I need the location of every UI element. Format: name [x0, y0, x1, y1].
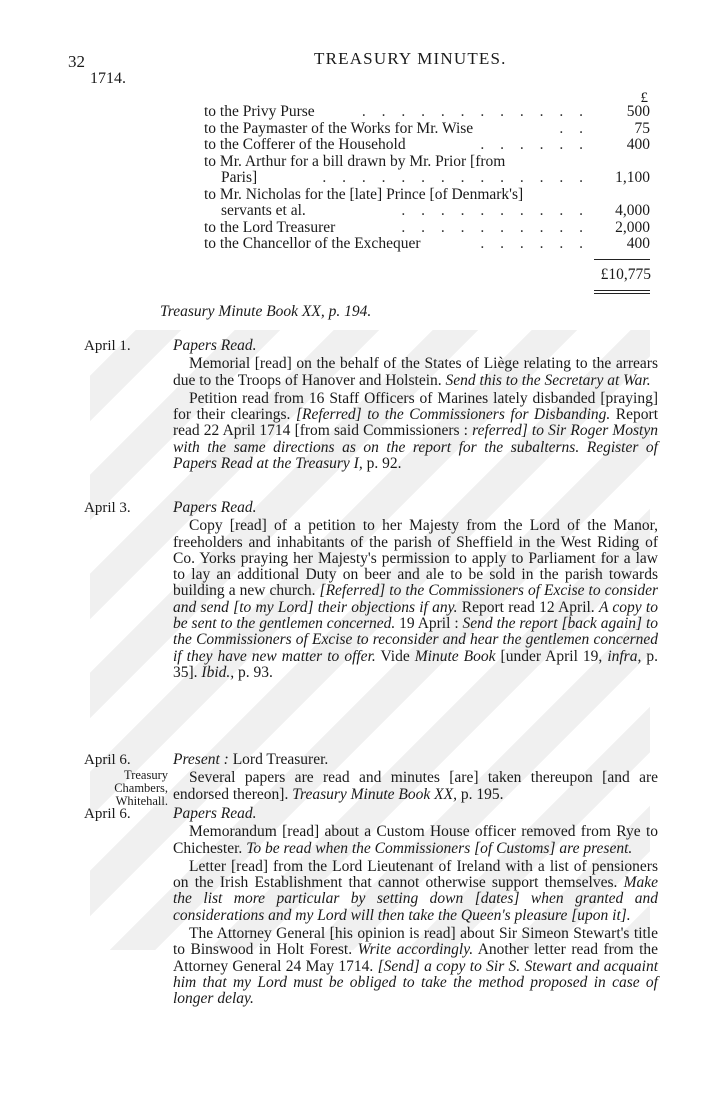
entry-paragraph: The Attorney General [his opinion is read] about Sir Simeon Stewart's title to Binswood in Holt Forest. Write accordingly. Another letter read from the Attorney General 24 May 1714. [Send] a copy to Sir S. Stewart and acquaint him that my Lord must be obliged to take the method proposed in case of longer delay.	[173, 925, 659, 1008]
total-double-rule	[594, 290, 650, 291]
entry-body	[173, 806, 658, 1010]
entry-present: Present : Lord Treasurer.	[173, 751, 329, 768]
account-row: to the Chancellor of the Exchequer . . . . . . 400	[204, 235, 650, 252]
margin-year: 1714.	[90, 70, 126, 87]
running-title: TREASURY MINUTES.	[314, 49, 507, 68]
account-row: to the Privy Purse . . . . . . . . . . . . 500	[204, 103, 650, 120]
account-row: servants et al. . . . . . . . . . . 4,000	[221, 202, 650, 219]
entry-date: April 1.	[84, 338, 131, 354]
source-reference: Treasury Minute Book XX, p. 194.	[160, 303, 372, 320]
account-row: to Mr. Nicholas for the [late] Prince [of Denmark's]	[204, 185, 524, 203]
entry-heading: Papers Read.	[173, 337, 257, 354]
account-row: to the Paymaster of the Works for Mr. Wise . . 75	[204, 119, 650, 137]
entry-date: April 3.	[84, 500, 131, 516]
entry-date: April 6.	[84, 752, 131, 768]
currency-header: £	[640, 90, 648, 106]
account-row: Paris] . . . . . . . . . . . . . . 1,100	[221, 169, 650, 186]
entry-body	[173, 500, 658, 683]
entry-paragraph: Several papers are read and minutes [are] taken thereupon [and are endorsed thereon]. Treasury Minute Book XX, p. 195.	[173, 769, 658, 803]
account-total: £10,775	[600, 266, 651, 283]
entry-paragraph: Letter [read] from the Lord Lieutenant of Ireland with a list of pensioners on the Irish Establishment that cannot otherwise support themselves. Make the list more particular by setting down [dates] when granted and considerations and my Lord will then take the Queen's pleasure [upon it].	[173, 857, 658, 924]
page-number: 32	[68, 52, 85, 71]
entry-place: Treasury Chambers, Whitehall.	[114, 768, 168, 808]
entry-paragraph: Memorandum [read] about a Custom House officer removed from Rye to Chichester. To be read when the Commissioners [of Customs] are present.	[173, 823, 658, 857]
entry-body	[173, 338, 658, 474]
account-row: to Mr. Arthur for a bill drawn by Mr. Prior [from	[204, 152, 506, 170]
sum-rule	[594, 259, 650, 260]
account-row: to the Lord Treasurer . . . . . . . . . . 2,000	[204, 218, 650, 236]
account-row: to the Cofferer of the Household . . . . . . 400	[204, 136, 650, 153]
entry-paragraph: Copy [read] of a petition to her Majesty from the Lord of the Manor, freeholders and inhabitants of the parish of Sheffield in the West Riding of Co. Yorks praying her Majesty's permission to apply to Parliament for a law to lay an additional Duty on beer and ale to be sold in the parish towards building a new church. [Referred] to the Commissioners of Excise to consider and send [to my Lord] their objections if any. Report read 12 April. A copy to be sent to the gentlemen concerned. 19 April : Send the report [back again] to the Commissioners of Excise to reconsider and hear the gentlemen concerned if they have new matter to offer. Vide Minute Book [under April 19, infra, p. 35]. Ibid., p. 93.	[173, 517, 658, 681]
entry-paragraph: Memorial [read] on the behalf of the States of Liège relating to the arrears due to the Troops of Hanover and Holstein. Send this to the Secretary at War.	[173, 355, 658, 389]
entry-heading: Papers Read.	[173, 499, 257, 516]
accounts-list	[204, 103, 650, 253]
entry-body	[173, 752, 658, 805]
total-double-rule	[594, 293, 650, 294]
entry-heading: Papers Read.	[173, 805, 257, 822]
entry-date: April 6.	[84, 806, 131, 822]
entry-paragraph: Petition read from 16 Staff Officers of Marines lately disbanded [praying] for their clearings. [Referred] to the Commissioners for Disbanding. Report read 22 April 1714 [from said Commissioners : referred] to Sir Roger Mostyn with the same directions as on the report for the subalterns. Register of Papers Read at the Treasury I, p. 92.	[173, 389, 658, 473]
